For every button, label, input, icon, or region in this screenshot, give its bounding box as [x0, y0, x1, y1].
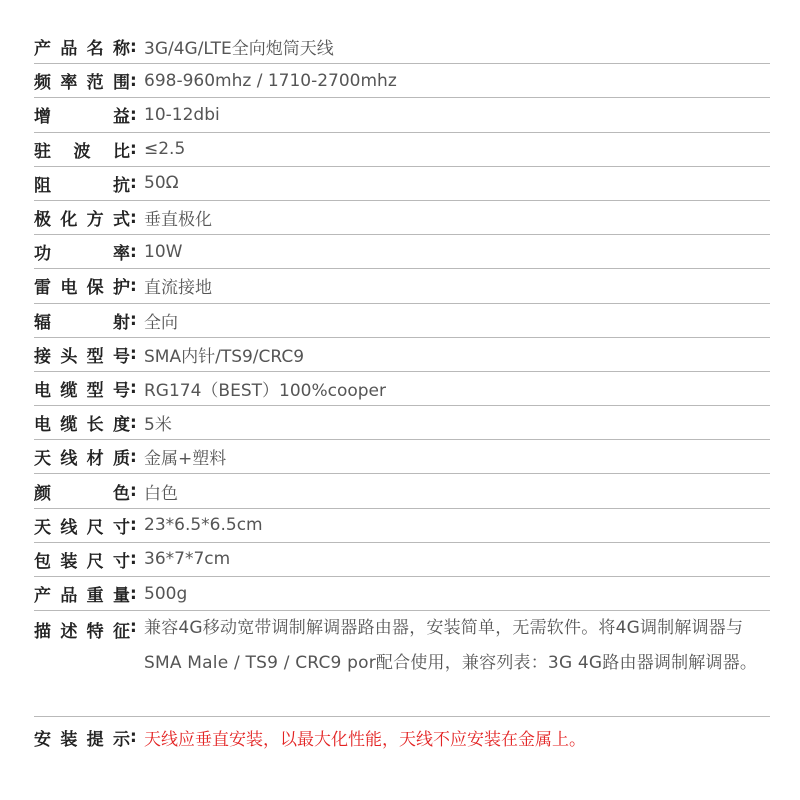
spec-row-material [34, 440, 770, 474]
colon: : [130, 173, 137, 194]
spec-row-frequency [34, 64, 770, 98]
spec-label: 安 装 提 示 [34, 729, 130, 750]
spec-value: 兼容4G移动宽带调制解调器路由器，安装简单，无需软件。将4G调制解调器与SMA Male / TS9 / CRC9 por配合使用，兼容列表：3G 4G路由器调制解调器。 [144, 618, 758, 674]
spec-label: 增 益 [34, 107, 130, 128]
spec-value: 白色 [144, 483, 178, 504]
spec-label: 天 线 尺 寸 [34, 517, 130, 538]
spec-row-vswr [34, 133, 770, 167]
spec-value: 金属+塑料 [144, 449, 227, 470]
colon: : [130, 241, 137, 262]
spec-value: 10-12dbi [144, 104, 220, 125]
colon: : [130, 412, 137, 433]
colon: : [130, 207, 137, 228]
spec-row-color [34, 474, 770, 508]
spec-label: 功 率 [34, 244, 130, 265]
spec-value: 23*6.5*6.5cm [144, 515, 263, 536]
colon: : [130, 70, 137, 91]
spec-row-antenna-size [34, 509, 770, 543]
spec-value: 698-960mhz / 1710-2700mhz [144, 70, 397, 91]
spec-row-name [34, 30, 770, 64]
spec-value: ≤2.5 [144, 139, 186, 160]
spec-label: 产 品 名 称 [34, 39, 130, 60]
spec-label: 天 线 材 质 [34, 449, 130, 470]
colon: : [130, 104, 137, 125]
colon: : [130, 378, 137, 399]
spec-value: 直流接地 [144, 278, 212, 299]
spec-row-description [34, 611, 770, 717]
spec-row-gain [34, 98, 770, 132]
spec-label: 产 品 重 量 [34, 586, 130, 607]
spec-value: RG174（BEST）100%cooper [144, 380, 387, 401]
spec-row-power [34, 235, 770, 269]
spec-row-install-tip [34, 717, 770, 757]
spec-label: 辐 射 [34, 312, 130, 333]
colon: : [130, 583, 137, 604]
spec-label: 阻 抗 [34, 175, 130, 196]
spec-row-cable-type [34, 372, 770, 406]
colon: : [130, 515, 137, 536]
spec-value: SMA内针/TS9/CRC9 [144, 346, 305, 367]
spec-row-lightning [34, 269, 770, 303]
spec-label: 接 头 型 号 [34, 346, 130, 367]
colon: : [130, 446, 137, 467]
spec-row-radiation [34, 304, 770, 338]
install-warning: 天线应垂直安装，以最大化性能，天线不应安装在金属上。 [144, 729, 586, 750]
spec-value: 36*7*7cm [144, 549, 231, 570]
spec-label: 驻 波 比 [34, 141, 130, 162]
spec-label: 电 缆 长 度 [34, 415, 130, 436]
colon: : [130, 139, 137, 160]
spec-row-impedance [34, 167, 770, 201]
spec-label: 极 化 方 式 [34, 210, 130, 231]
spec-label: 雷 电 保 护 [34, 278, 130, 299]
colon: : [130, 617, 137, 638]
spec-value: 全向 [144, 312, 178, 333]
colon: : [130, 549, 137, 570]
colon: : [130, 275, 137, 296]
spec-row-polarization [34, 201, 770, 235]
spec-value: 500g [144, 583, 188, 604]
colon: : [130, 481, 137, 502]
colon: : [130, 310, 137, 331]
spec-row-cable-length [34, 406, 770, 440]
spec-value: 3G/4G/LTE全向炮筒天线 [144, 39, 334, 60]
spec-value: 垂直极化 [144, 210, 212, 231]
spec-label: 频 率 范 围 [34, 73, 130, 94]
colon: : [130, 36, 137, 57]
colon: : [130, 727, 137, 748]
spec-label: 包 装 尺 寸 [34, 551, 130, 572]
spec-value: 10W [144, 241, 183, 262]
spec-row-weight [34, 577, 770, 611]
spec-label: 电 缆 型 号 [34, 380, 130, 401]
spec-label: 颜 色 [34, 483, 130, 504]
spec-row-connector [34, 338, 770, 372]
spec-value: 50Ω [144, 173, 179, 194]
spec-table [34, 30, 770, 757]
spec-value: 5米 [144, 415, 172, 436]
spec-row-package-size [34, 543, 770, 577]
colon: : [130, 344, 137, 365]
spec-label: 描 述 特 征 [34, 622, 130, 643]
